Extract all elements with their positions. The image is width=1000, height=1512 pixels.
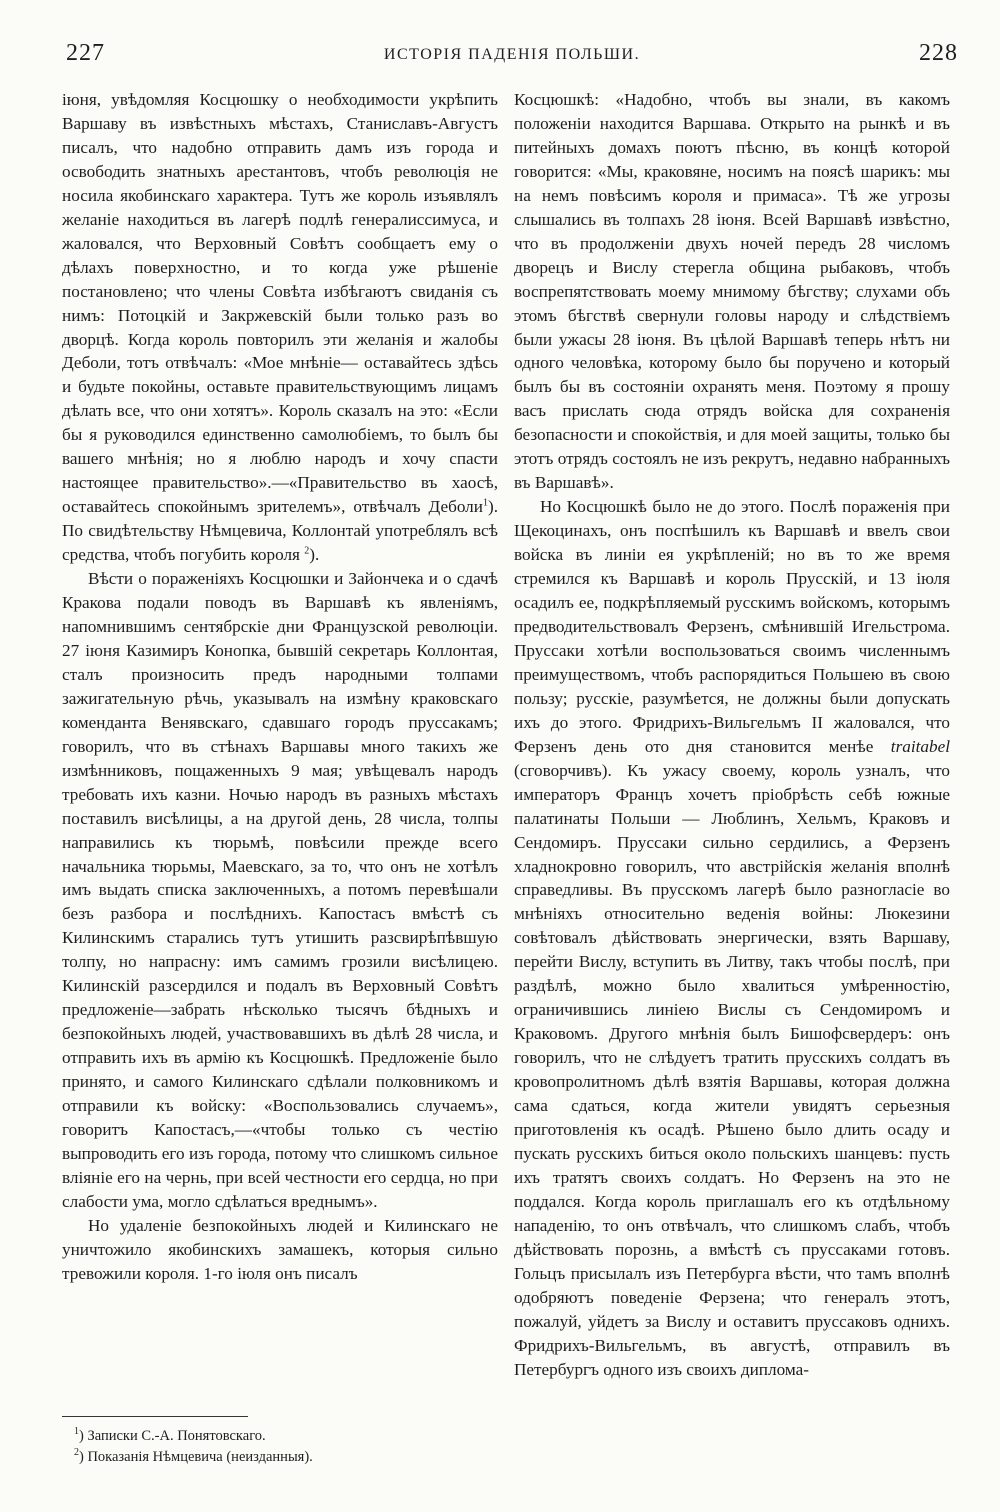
paragraph: Но удаленіе безпокойныхъ людей и Килинскаго не уничтожило якобинскихъ замашекъ, которыя сильно тревожили короля. 1-го іюля онъ писалъ bbox=[62, 1215, 498, 1283]
footnote-ref: 1 bbox=[482, 497, 488, 509]
footnotes bbox=[62, 1426, 498, 1468]
page-header bbox=[66, 40, 958, 76]
page-number-right: 228 bbox=[919, 40, 958, 66]
right-column bbox=[514, 88, 950, 1381]
footnote-ref: 2 bbox=[304, 545, 310, 557]
paragraph: іюня, увѣдомляя Косцюшку о необходимости укрѣпить Варшаву въ извѣстныхъ мѣстахъ, Станиславъ-Августъ писалъ, что надобно отправить дамъ изъ города и освободить знатныхъ арестантовъ, чтобъ революція не носила якобинскаго характера. Тутъ же король изъявлялъ желаніе находиться въ лагерѣ подлѣ генералиссимуса, и жаловался, что Верховный Совѣтъ сообщаетъ ему о дѣлахъ поверхностно, и то когда уже рѣшеніе постановлено; что члены Совѣта избѣгаютъ свиданія съ нимъ: Потоцкій и Закржевскій были только разъ во дворцѣ. Когда король повторилъ эти желанія и жалобы Деболи, тотъ отвѣчалъ: «Мое мнѣніе— оставайтесь здѣсь и будьте покойны, оставьте правительствующимъ лицамъ дѣлать все, что они хотятъ». Король сказалъ на это: «Если бы я руководился единственно самолюбіемъ, то былъ бы вашего мнѣнія; но я люблю народъ и хочу спасти настоящее правительство».—«Правительство въ хаосѣ, оставайтесь спокойнымъ зрителемъ», отвѣчалъ Деболи$^1$). По свидѣтельству Нѣмцевича, Коллонтай употреблялъ всѣ средства, чтобъ погубить короля $^2$). bbox=[62, 90, 498, 565]
italic-term: traitabel bbox=[890, 736, 950, 756]
paragraph: Вѣсти о пораженіяхъ Косцюшки и Зайончека и о сдачѣ Кракова подали поводъ въ Варшавѣ къ явленіямъ, напомнившимъ сентябрскіе дни Французской революціи. 27 іюня Казимиръ Конопка, бывшій секретарь Коллонтая, сталъ произносить предъ народными толпами зажигательную рѣчь, указывалъ на измѣну краковскаго коменданта Венявскаго, сдавшаго городъ пруссакамъ; говорилъ, что въ стѣнахъ Варшавы много такихъ же измѣнниковъ, пощаженныхъ 9 мая; увѣщевалъ народъ требовать ихъ казни. Ночью народъ въ разныхъ мѣстахъ поставилъ висѣлицы, а на другой день, 28 числа, толпы направились къ тюрьмѣ, повѣсили прежде всего начальника тюрьмы, Маевскаго, за то, что онъ не хотѣлъ имъ выдать списка заключенныхъ, а потомъ перевѣшали безъ разбора и послѣднихъ. Капостасъ вмѣстѣ съ Килинскимъ старались тутъ утишить разсвирѣпѣвшую толпу, но напрасну: имъ самимъ грозили висѣлицею. Килинскій разсердился и подалъ въ Верховный Совѣтъ предложеніе—забрать нѣсколько тысячъ бѣдныхъ и безпокойныхъ людей, участвовавшихъ въ дѣлѣ 28 числа, и отправить ихъ въ армію къ Косцюшкѣ. Предложеніе было принято, и самого Килинскаго сдѣлали полковникомъ и отправили къ войску: «Воспользовались случаемъ», говоритъ Капостасъ,—«чтобы только съ честію выпроводить его изъ города, потому что слишкомъ сильное вліяніе его на чернь, при всей честности его сердца, но при слабости ума, могло сдѣлаться вреднымъ». bbox=[62, 569, 498, 1211]
page-number-left: 227 bbox=[66, 40, 105, 66]
footnote-2: $^2$) Показанія Нѣмцевича (неизданныя). bbox=[74, 1447, 313, 1465]
footnote-divider bbox=[62, 1416, 248, 1417]
paragraph: Но Косцюшкѣ было не до этого. Послѣ пораженія при Щекоцинахъ, онъ поспѣшилъ къ Варшавѣ и ввелъ свои войска въ линіи ея укрѣпленій; но въ то же время стремился къ Варшавѣ и король Прусскій, и 13 іюля осадилъ ее, подкрѣпляемый русскимъ войскомъ, которымъ предводительствовалъ Ферзенъ, смѣнившій Игельстрома. Пруссаки хотѣли воспользоваться своимъ численнымъ преимуществомъ, чтобъ распорядиться Польшею въ свою пользу; русскіе, разумѣется, не должны были допускать ихъ до этого. Фридрихъ-Вильгельмъ II жаловался, что Ферзенъ день ото дня становится менѣе traitabel (сговорчивъ). Къ ужасу своему, король узналъ, что императоръ Францъ хочетъ пріобрѣсть себѣ южные палатинаты Польши — Люблинъ, Хельмъ, Краковъ и Сендомиръ. Пруссаки сильно сердились, а Ферзенъ хладнокровно говорилъ, что австрійскія желанія вполнѣ справедливы. Въ прусскомъ лагерѣ было разногласіе во мнѣніяхъ относительно веденія войны: Люкезини совѣтовалъ дѣйствовать энергически, взять Варшаву, перейти Вислу, вступить въ Литву, такъ чтобы послѣ, при раздѣлѣ, можно было хвалиться умѣренностію, ограничившись линіею Вислы съ Сендомиромъ и Краковомъ. Другого мнѣнія былъ Бишофсвердеръ: онъ говорилъ, что не слѣдуетъ тратить прусскихъ солдатъ въ кровопролитномъ дѣлѣ взятія Варшавы, которая должна сама сдаться, когда жители увидятъ серьезныя приготовленія къ осадѣ. Рѣшено было длить осаду и пускать русскихъ биться около польскихъ шанцевъ: пусть ихъ тратятъ своихъ солдатъ. Но Ферзенъ на это не поддался. Когда король приглашалъ его къ отдѣльному нападенію, то онъ отвѣчалъ, что слишкомъ слабъ, чтобъ дѣйствовать порознь, а вмѣстѣ съ пруссаками готовъ. Гольцъ присылалъ изъ Петербурга вѣсти, что тамъ вполнѣ одобряютъ поведеніе Ферзена; что генералъ этотъ, пожалуй, уйдетъ за Вислу и оставитъ пруссаковъ однихъ. Фридрихъ-Вильгельмъ, въ августѣ, отправилъ въ Петербургъ одного изъ своихъ диплома- bbox=[514, 497, 950, 1379]
paragraph: Косцюшкѣ: «Надобно, чтобъ вы знали, въ какомъ положеніи находится Варшава. Открыто на рынкѣ и въ питейныхъ домахъ поютъ пѣсню, въ концѣ которой говорится: «Мы, краковяне, носимъ на поясѣ шарикъ: мы на немъ повѣсимъ короля и примаса». Тѣ же угрозы слышались въ толпахъ 28 іюня. Всей Варшавѣ извѣстно, что въ продолженіи двухъ ночей передъ 28 числомъ дворецъ и Вислу стерегла община рыбаковъ, чтобъ воспрепятствовать моему мнимому бѣгству; слухами объ этомъ бѣгствѣ свернули головы народу и слѣдствіемъ были ужасы 28 іюня. Въ цѣлой Варшавѣ теперь нѣтъ ни одного человѣка, которому было бы поручено и который былъ бы въ состояніи охранять меня. Поэтому я прошу васъ прислать сюда отрядъ войска для сохраненія безопасности и спокойствія, и для моей защиты, только бы этотъ отрядъ состоялъ не изъ рекрутъ, недавно набранныхъ въ Варшавѣ». bbox=[514, 90, 951, 493]
left-column bbox=[62, 88, 498, 1286]
footnote-1: $^1$) Записки С.-А. Понятовскаго. bbox=[74, 1426, 266, 1444]
running-title: ИСТОРІЯ ПАДЕНІЯ ПОЛЬШИ. bbox=[383, 46, 641, 63]
